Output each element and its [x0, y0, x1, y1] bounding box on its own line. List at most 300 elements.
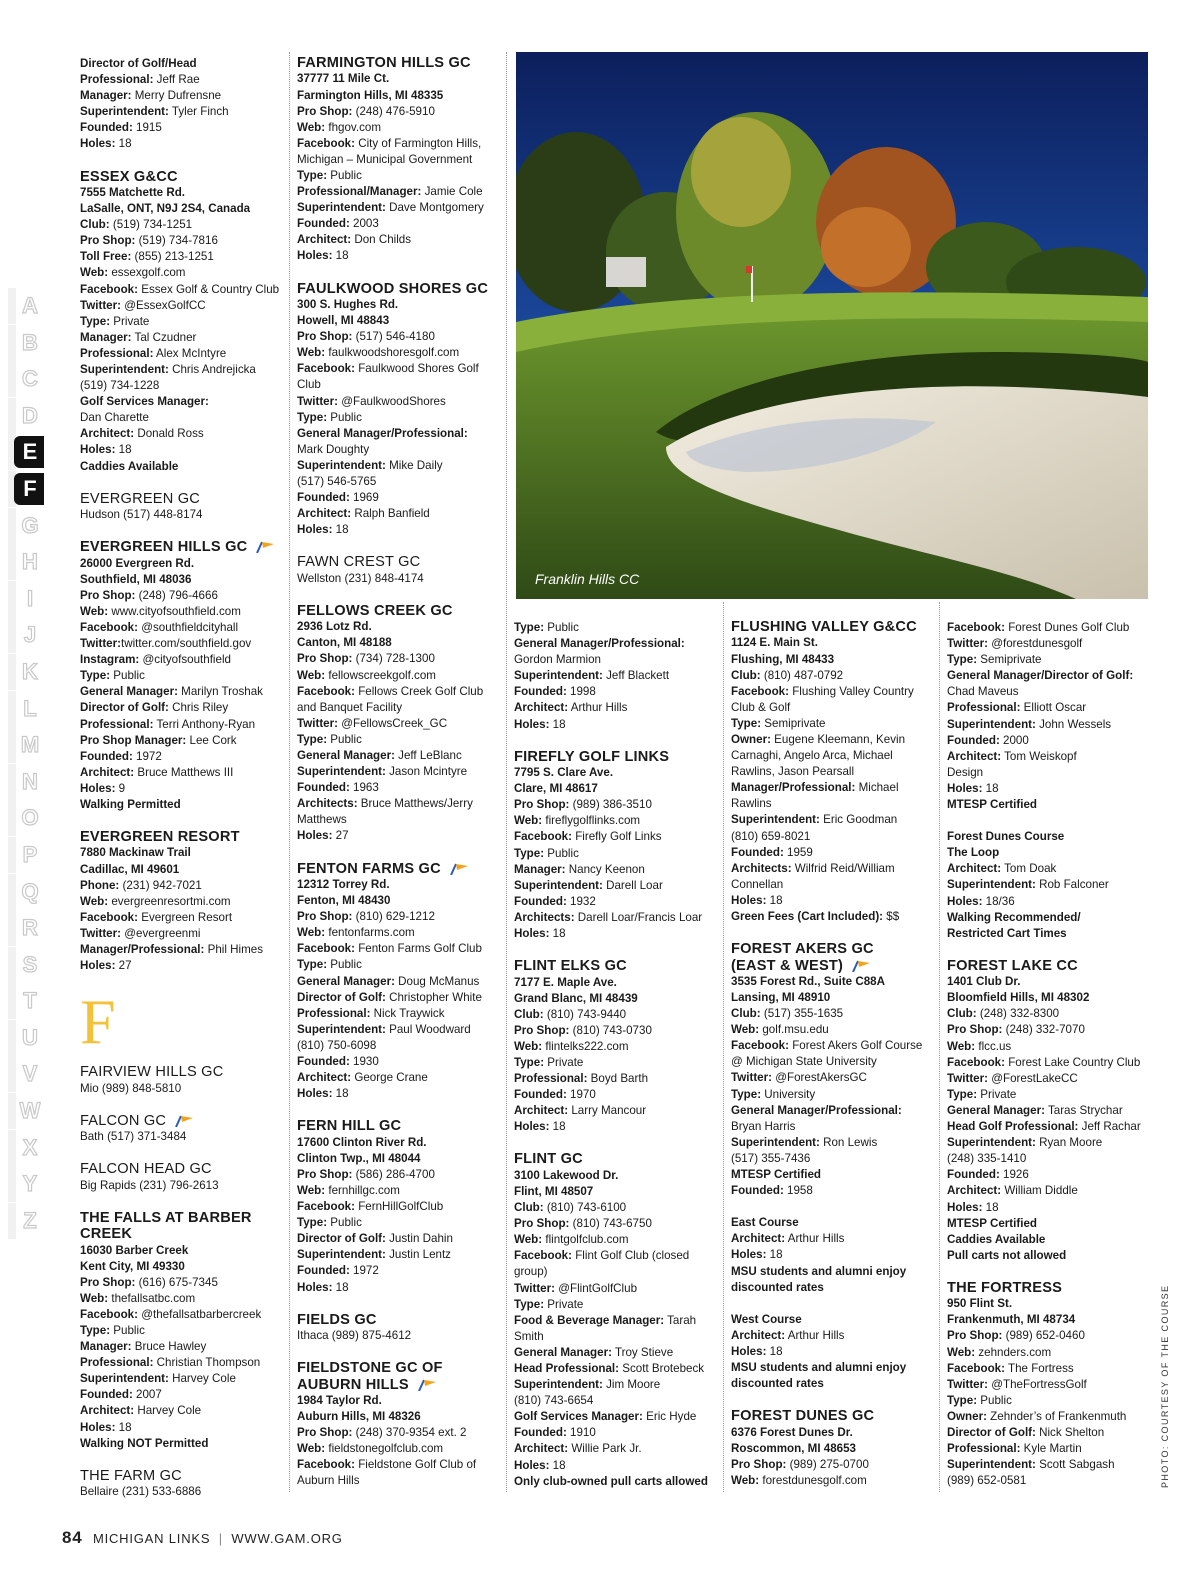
listing-line: Architects: Darell Loar/Francis Loar [514, 910, 703, 924]
listing-line: Founded: 1926 [947, 1168, 1029, 1182]
listing-line: 1984 Taylor Rd. [297, 1393, 382, 1407]
listing-line: Flint, MI 48507 [514, 1184, 594, 1198]
listing-line: General Manager: Taras Strychar [947, 1103, 1123, 1117]
listing-line: Manager: Nancy Keenon [514, 862, 645, 876]
listing-line: Founded: 1970 [514, 1088, 596, 1102]
listing-line: Auburn Hills [297, 1474, 360, 1488]
page-footer [62, 1528, 343, 1548]
course-listing [297, 1118, 502, 1295]
listing-line: Holes: 18 [514, 927, 566, 940]
listing-line: Web: forestdunesgolf.com [731, 1473, 867, 1487]
listing-line: Type: Public [297, 1216, 362, 1230]
listing-line: Pro Shop: (989) 275-0700 [731, 1457, 869, 1471]
listing-line: Head Golf Professional: Jeff Rachar [947, 1120, 1141, 1134]
listing-line: Architect: Arthur Hills [731, 1328, 845, 1342]
listing-line: Superintendent: Dave Montgomery [297, 201, 484, 215]
listing-line: Pro Shop: (519) 734-7816 [80, 234, 218, 248]
listing-line: Type: Semiprivate [731, 716, 826, 730]
course-name: FALCON HEAD GC [80, 1161, 212, 1178]
alphabet-tab-d: D [8, 398, 44, 435]
listing-line: Web: fieldstonegolfclub.com [297, 1442, 444, 1456]
gam-flag-logo-icon [255, 541, 275, 553]
listing-line: Facebook: FernHillGolfClub [297, 1200, 444, 1214]
column-divider [506, 52, 507, 1492]
listing-line: Manager/Professional: Phil Himes [80, 943, 263, 957]
listing-line: Holes: 18 [80, 1420, 132, 1434]
publication-name: MICHIGAN LINKS [92, 1531, 211, 1546]
listing-line: Type: Private [514, 1297, 584, 1311]
listing-line: Pro Shop: (810) 743-6750 [514, 1217, 652, 1231]
listing-line: Walking Recommended/ [947, 910, 1081, 924]
course-name: FOREST DUNES GC [731, 1408, 875, 1425]
listing-line: Twitter: @FlintGolfClub [514, 1281, 638, 1295]
alphabet-tab-e: E [8, 434, 44, 471]
course-listing [297, 1312, 502, 1345]
course-listing [80, 986, 280, 1058]
listing-line: Pro Shop: (248) 796-4666 [80, 588, 218, 602]
listing-line: Twitter:twitter.com/southfield.gov [80, 637, 252, 651]
listing-line: Pro Shop: (616) 675-7345 [80, 1275, 218, 1289]
course-listing [80, 56, 280, 153]
column-5 [947, 620, 1152, 1505]
listing-line: 3535 Forest Rd., Suite C88A [731, 974, 885, 988]
listing-line: Walking NOT Permitted [80, 1436, 209, 1450]
listing-line: Architect: Don Childs [297, 233, 412, 247]
course-name: EVERGREEN GC [80, 490, 200, 507]
listing-line: Director of Golf: Christopher White [297, 990, 482, 1004]
listing-line: General Manager/Professional: [731, 1103, 902, 1117]
course-listing [80, 1064, 280, 1097]
listing-line: Golf Services Manager: Eric Hyde [514, 1410, 697, 1424]
course-listing [80, 539, 280, 813]
listing-line: 17600 Clinton River Rd. [297, 1135, 427, 1149]
listing-line: Manager: Bruce Hawley [80, 1340, 207, 1354]
listing-line: Founded: 1930 [297, 1055, 379, 1068]
listing-line: Founded: 2007 [80, 1388, 162, 1402]
listing-line: Superintendent: Jason Mcintyre [297, 765, 468, 779]
listing-line: Founded: 1972 [80, 749, 162, 763]
listing-line: 7795 S. Clare Ave. [514, 766, 614, 780]
gam-flag-logo-icon [449, 863, 469, 875]
listing-line: Web: faulkwoodshoresgolf.com [297, 346, 460, 360]
listing-line: 1401 Club Dr. [947, 975, 1021, 989]
gam-flag-logo-icon [851, 960, 871, 972]
listing-line: General Manager: Marilyn Troshak [80, 685, 263, 699]
listing-line: Superintendent: Ryan Moore [947, 1136, 1103, 1150]
course-listing [947, 958, 1152, 1264]
course-name: FOREST LAKE CC [947, 957, 1078, 974]
listing-line: 12312 Torrey Rd. [297, 877, 390, 891]
listing-line: Web: zehnders.com [947, 1345, 1052, 1359]
listing-line: Pro Shop: (517) 546-4180 [297, 330, 435, 344]
listing-line: Superintendent: Ron Lewis [731, 1135, 878, 1149]
listing-line: Holes: 18 [514, 717, 566, 731]
listing-line: Walking Permitted [80, 797, 181, 811]
listing-line: Facebook: City of Farmington Hills, [297, 136, 482, 150]
listing-line: Twitter: @ForestLakeCC [947, 1071, 1078, 1085]
listing-line: Chad Maveus [947, 685, 1019, 699]
listing-line: Forest Dunes Course [947, 830, 1065, 844]
listing-line: Founded: 1910 [514, 1426, 596, 1440]
listing-line: Web: fentonfarms.com [297, 926, 415, 940]
listing-line: Club: (810) 743-6100 [514, 1201, 627, 1215]
listing-line: Gordon Marmion [514, 653, 601, 667]
alphabet-tab-c: C [8, 361, 44, 398]
listing-line: Professional: Kyle Martin [947, 1442, 1082, 1456]
listing-line: Type: Public [514, 621, 579, 634]
course-listing [80, 1161, 280, 1194]
listing-line: Facebook: Flint Golf Club (closed [514, 1249, 690, 1263]
listing-line: Owner: Eugene Kleemann, Kevin [731, 732, 906, 746]
listing-line: Web: fhgov.com [297, 120, 381, 134]
listing-line: West Course [731, 1312, 802, 1326]
listing-line: Pro Shop: (989) 652-0460 [947, 1329, 1085, 1343]
course-name: FLUSHING VALLEY G&CC [731, 619, 917, 635]
alphabet-tab-s: S [8, 947, 44, 984]
listing-line: Big Rapids (231) 796-2613 [80, 1178, 219, 1192]
course-listing [297, 861, 502, 1103]
course-listing [80, 169, 280, 475]
listing-line: Pro Shop: (248) 476-5910 [297, 104, 435, 118]
listing-line: Bloomfield Hills, MI 48302 [947, 991, 1090, 1005]
listing-line: Facebook: Essex Golf & Country Club [80, 282, 280, 296]
listing-line: Type: Public [80, 669, 145, 683]
listing-line: Architect: Larry Mancour [514, 1104, 647, 1118]
listing-line: Type: Private [947, 1087, 1017, 1101]
alphabet-tab-w: W [8, 1093, 44, 1130]
listing-line: Superintendent: Scott Sabgash [947, 1458, 1115, 1472]
course-listing [80, 1468, 280, 1501]
listing-line: Facebook: Forest Dunes Golf Club [947, 621, 1130, 634]
listing-line: Pro Shop: (586) 286-4700 [297, 1167, 435, 1181]
column-2 [297, 55, 502, 1506]
course-name: FENTON FARMS GC [297, 861, 502, 877]
listing-line: Pro Shop: (810) 743-0730 [514, 1023, 652, 1037]
listing-line: Architect: Arthur Hills [514, 701, 628, 715]
listing-line: Professional: Christian Thompson [80, 1356, 261, 1370]
listing-line: Type: Private [514, 1055, 584, 1069]
listing-line: Manager/Professional: Michael [731, 781, 899, 795]
listing-line: Facebook: Firefly Golf Links [514, 830, 662, 844]
listing-line: Type: Public [947, 1393, 1012, 1407]
course-listing [731, 1215, 936, 1295]
listing-line: Twitter: @FaulkwoodShores [297, 394, 446, 408]
listing-line: Pro Shop: (989) 386-3510 [514, 798, 652, 812]
listing-line: Restricted Cart Times [947, 926, 1067, 940]
course-name: EVERGREEN HILLS GC [80, 539, 280, 555]
listing-line: Pro Shop: (734) 728-1300 [297, 652, 435, 666]
listing-line: Wellston (231) 848-4174 [297, 571, 424, 585]
listing-line: MTESP Certified [947, 798, 1037, 812]
listing-line: Type: Public [297, 410, 362, 424]
listing-line: Superintendent: Tyler Finch [80, 105, 229, 119]
course-listing [80, 1210, 280, 1452]
alphabet-tab-x: X [8, 1130, 44, 1167]
listing-line: Frankenmuth, MI 48734 [947, 1313, 1076, 1327]
alphabet-tab-u: U [8, 1020, 44, 1057]
course-name: FLINT ELKS GC [514, 958, 627, 975]
listing-line: Architect: Ralph Banfield [297, 507, 430, 521]
listing-line: Founded: 1958 [731, 1184, 813, 1198]
course-listing [297, 603, 502, 845]
listing-line: discounted rates [731, 1280, 824, 1294]
listing-line: 950 Flint St. [947, 1297, 1013, 1311]
listing-line: Michigan – Municipal Government [297, 152, 473, 166]
listing-line: Founded: 2000 [947, 733, 1029, 747]
column-divider [939, 602, 940, 1492]
listing-line: Twitter: @EssexGolfCC [80, 298, 206, 312]
alphabet-tab-j: J [8, 617, 44, 654]
listing-line: Professional: Alex McIntyre [80, 346, 227, 360]
listing-line: Mio (989) 848-5810 [80, 1081, 182, 1095]
column-3 [514, 620, 719, 1506]
listing-line: Superintendent: Justin Lentz [297, 1248, 451, 1262]
course-name: FOREST AKERS GC [731, 941, 874, 958]
listing-line: 3100 Lakewood Dr. [514, 1168, 619, 1182]
listing-line: Director of Golf: Nick Shelton [947, 1426, 1105, 1440]
listing-line: Holes: 18 [297, 249, 349, 263]
listing-line: Founded: 2003 [297, 217, 379, 231]
course-name: AUBURN HILLS [297, 1377, 502, 1393]
listing-line: Head Professional: Scott Brotebeck [514, 1361, 705, 1375]
course-listing [947, 1280, 1152, 1490]
listing-line: Facebook: Fenton Farms Golf Club [297, 942, 482, 956]
listing-line: Bath (517) 371-3484 [80, 1130, 187, 1144]
listing-line: Architect: Tom Weiskopf [947, 749, 1077, 763]
listing-line: Founded: 1998 [514, 685, 596, 699]
listing-line: MSU students and alumni enjoy [731, 1264, 907, 1278]
alphabet-tab-f: F [8, 471, 44, 508]
listing-line: Holes: 9 [80, 781, 126, 795]
listing-line: Mark Doughty [297, 442, 370, 456]
listing-line: General Manager/Director of Golf: [947, 669, 1134, 683]
page-number: 84 [62, 1528, 83, 1547]
listing-line: Club: (248) 332-8300 [947, 1007, 1060, 1021]
listing-line: Farmington Hills, MI 48335 [297, 88, 444, 102]
listing-line: Facebook: @thefallsatbarbercreek [80, 1307, 262, 1321]
listing-line: General Manager: Doug McManus [297, 974, 480, 988]
course-listing [80, 1113, 280, 1146]
listing-line: Clare, MI 48617 [514, 782, 598, 796]
listing-line: Type: Public [514, 846, 579, 860]
listing-line: Architect: Harvey Cole [80, 1404, 202, 1418]
listing-line: Superintendent: Mike Daily [297, 458, 443, 472]
listing-line: Roscommon, MI 48653 [731, 1441, 856, 1455]
listing-line: Director of Golf/Head [80, 57, 197, 70]
alphabet-tab-t: T [8, 983, 44, 1020]
course-listing [297, 554, 502, 587]
listing-line: Type: Public [297, 168, 362, 182]
course-listing [731, 619, 936, 925]
listing-line: Holes: 18 [297, 523, 349, 537]
listing-line: Professional: Boyd Barth [514, 1072, 649, 1086]
listing-line: Toll Free: (855) 213-1251 [80, 250, 214, 264]
course-name: FIELDSTONE GC OF [297, 1360, 443, 1377]
listing-line: Web: evergreenresortmi.com [80, 894, 231, 908]
listing-line: Web: flintelks222.com [514, 1039, 629, 1053]
listing-line: Howell, MI 48843 [297, 314, 390, 328]
listing-line: Facebook: Fieldstone Golf Club of [297, 1458, 477, 1472]
course-name: THE FORTRESS [947, 1279, 1063, 1296]
listing-line: Ithaca (989) 875-4612 [297, 1329, 412, 1343]
listing-line: Holes: 18 [947, 1200, 999, 1214]
listing-line: Facebook: Forest Lake Country Club [947, 1055, 1141, 1069]
column-4 [731, 619, 936, 1505]
listing-line: Golf Services Manager: [80, 395, 209, 409]
course-name: FIELDS GC [297, 1311, 377, 1328]
listing-line: Manager: Tal Czudner [80, 330, 197, 344]
section-letter: F [80, 986, 116, 1058]
listing-line: Holes: 18 [80, 443, 132, 457]
course-listing [297, 1360, 502, 1489]
listing-line: Caddies Available [80, 459, 179, 473]
listing-line: Web: essexgolf.com [80, 266, 186, 280]
listing-line: Facebook: @southfieldcityhall [80, 620, 239, 634]
course-name: ESSEX G&CC [80, 168, 178, 185]
listing-line: Club [297, 378, 321, 392]
listing-line: Holes: 18 [947, 781, 999, 795]
alphabet-tab-p: P [8, 837, 44, 874]
listing-line: Facebook: Evergreen Resort [80, 910, 233, 924]
course-name: FAWN CREST GC [297, 554, 421, 571]
listing-line: Auburn Hills, MI 48326 [297, 1410, 421, 1424]
listing-line: Type: Public [297, 732, 362, 746]
listing-line: The Loop [947, 846, 1000, 860]
listing-line: Architects: Bruce Matthews/Jerry [297, 797, 473, 811]
listing-line: Founded: 1915 [80, 121, 162, 135]
listing-line: Bryan Harris [731, 1119, 796, 1133]
alphabet-tab-i: I [8, 581, 44, 618]
listing-line: Web: fellowscreekgolf.com [297, 668, 436, 682]
course-name: CREEK [80, 1226, 133, 1243]
listing-line: Caddies Available [947, 1232, 1046, 1246]
listing-line: Twitter: @ForestAkersGC [731, 1071, 867, 1085]
alphabet-tab-v: V [8, 1056, 44, 1093]
course-name: FAULKWOOD SHORES GC [297, 280, 489, 297]
listing-line: Holes: 27 [297, 829, 349, 843]
alphabet-index [8, 288, 44, 1239]
alphabet-tab-g: G [8, 508, 44, 545]
course-listing [514, 620, 719, 733]
listing-line: Holes: 18 [731, 1344, 783, 1358]
listing-line: Phone: (231) 942-7021 [80, 878, 202, 892]
listing-line: Canton, MI 48188 [297, 636, 392, 650]
listing-line: Director of Golf: Justin Dahin [297, 1232, 453, 1246]
gam-flag-logo-icon [417, 1379, 437, 1391]
listing-line: (810) 659-8021 [731, 829, 811, 843]
listing-line: Type: Public [80, 1324, 145, 1337]
listing-line: Architect: Arthur Hills [731, 1232, 845, 1246]
listing-line: Web: www.cityofsouthfield.com [80, 604, 241, 618]
alphabet-tab-o: O [8, 800, 44, 837]
course-photo [516, 52, 1148, 599]
listing-line: Superintendent: Eric Goodman [731, 813, 898, 827]
listing-line: Director of Golf: Chris Riley [80, 701, 229, 715]
listing-line: Superintendent: Jim Moore [514, 1378, 661, 1392]
listing-line: MTESP Certified [731, 1168, 821, 1182]
listing-line: General Manager/Professional: [514, 637, 685, 651]
listing-line: Superintendent: Rob Falconer [947, 878, 1109, 892]
alphabet-tab-z: Z [8, 1203, 44, 1240]
listing-line: Founded: 1969 [297, 491, 379, 505]
listing-line: (517) 546-5765 [297, 474, 377, 488]
listing-line: 37777 11 Mile Ct. [297, 72, 390, 86]
listing-line: Smith [514, 1329, 544, 1343]
listing-line: Web: golf.msu.edu [731, 1023, 829, 1037]
column-divider [289, 52, 290, 1492]
listing-line: Hudson (517) 448-8174 [80, 508, 203, 522]
listing-line: Food & Beverage Manager: Tarah [514, 1313, 697, 1327]
listing-line: Instagram: @cityofsouthfield [80, 653, 231, 667]
listing-line: Pro Shop: (248) 332-7070 [947, 1023, 1085, 1037]
listing-line: Superintendent: Chris Andrejicka [80, 363, 256, 376]
alphabet-tab-n: N [8, 764, 44, 801]
course-name: (EAST & WEST) [731, 958, 936, 974]
listing-line: Twitter: @forestdunesgolf [947, 637, 1083, 651]
listing-line: Professional: Elliott Oscar [947, 701, 1087, 715]
listing-line: Club: (519) 734-1251 [80, 218, 193, 232]
listing-line: Web: flintgolfclub.com [514, 1233, 629, 1247]
listing-line: Connellan [731, 877, 784, 891]
listing-line: Kent City, MI 49330 [80, 1259, 185, 1273]
listing-line: Founded: 1959 [731, 845, 813, 859]
listing-line: Pro Shop: (248) 370-9354 ext. 2 [297, 1426, 467, 1440]
listing-line: Rawlins, Jason Pearsall [731, 765, 855, 779]
listing-line: Pro Shop Manager: Lee Cork [80, 733, 237, 747]
footer-separator: | [218, 1531, 223, 1546]
listing-line: 7880 Mackinaw Trail [80, 846, 191, 860]
listing-line: Facebook: The Fortress [947, 1361, 1074, 1375]
listing-line: Owner: Zehnder’s of Frankenmuth [947, 1409, 1127, 1423]
listing-line: Professional/Manager: Jamie Cole [297, 185, 483, 199]
listing-line: and Banquet Facility [297, 700, 403, 714]
course-listing [514, 749, 719, 942]
course-listing [297, 55, 502, 265]
listing-line: Dan Charette [80, 411, 149, 425]
listing-line: Type: Semiprivate [947, 653, 1042, 667]
alphabet-tab-y: Y [8, 1166, 44, 1203]
photo-credit: PHOTO: COURTESY OF THE COURSE [1160, 1284, 1170, 1488]
listing-line: Facebook: Fellows Creek Golf Club [297, 684, 484, 698]
listing-line: Southfield, MI 48036 [80, 572, 192, 586]
listing-line: Facebook: Forest Akers Golf Course [731, 1039, 923, 1053]
listing-line: Clinton Twp., MI 48044 [297, 1151, 421, 1165]
listing-line: Club & Golf [731, 700, 791, 714]
alphabet-tab-b: B [8, 325, 44, 362]
gam-flag-logo-icon [174, 1115, 194, 1127]
course-listing [947, 620, 1152, 813]
listing-line: Web: fernhillgc.com [297, 1183, 400, 1197]
listing-line: Superintendent: Paul Woodward [297, 1022, 471, 1036]
course-name: FELLOWS CREEK GC [297, 602, 453, 619]
listing-line: Club: (810) 743-9440 [514, 1007, 627, 1021]
listing-line: General Manager/Professional: [297, 426, 468, 440]
listing-line: 300 S. Hughes Rd. [297, 297, 399, 311]
column-divider [723, 602, 724, 1492]
listing-line: Grand Blanc, MI 48439 [514, 991, 638, 1005]
course-listing [297, 281, 502, 539]
listing-line: General Manager: Troy Stieve [514, 1345, 674, 1359]
listing-line: Carnaghi, Angelo Arca, Michael [731, 749, 893, 763]
alphabet-tab-k: K [8, 654, 44, 691]
listing-line: Superintendent: Jeff Blackett [514, 669, 670, 683]
column-1 [80, 56, 280, 1516]
listing-line: (989) 652-0581 [947, 1474, 1027, 1488]
listing-line: Web: fireflygolflinks.com [514, 814, 641, 828]
listing-line: Architect: William Diddle [947, 1184, 1078, 1198]
listing-line: Architect: George Crane [297, 1071, 428, 1085]
alphabet-tab-r: R [8, 910, 44, 947]
